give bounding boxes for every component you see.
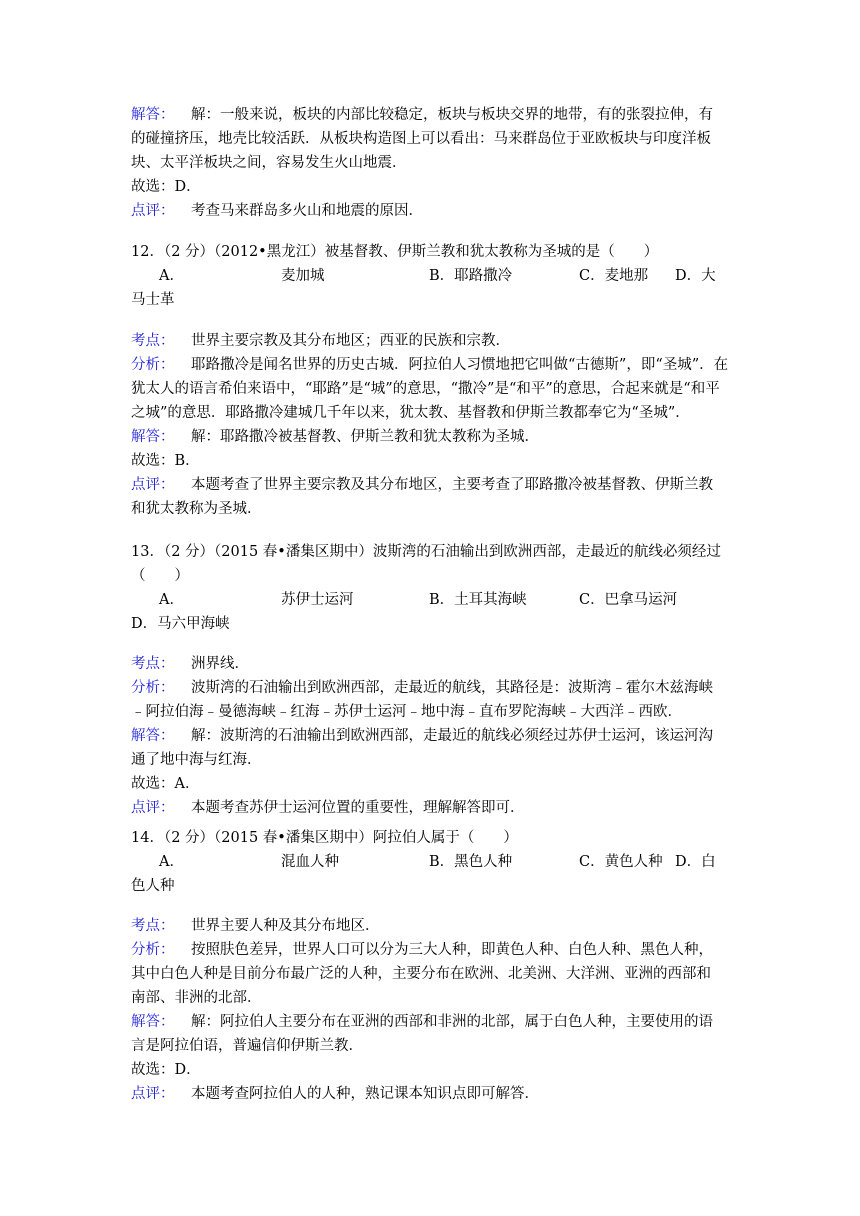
q12-option-d: D．大 (675, 268, 716, 284)
q13-fenxi-line-1 (131, 676, 731, 700)
dianping-label: 点评： (131, 800, 175, 816)
q12-option-c: C．麦地那 (579, 268, 649, 284)
q12-fenxi-text-1: 耶路撒冷是闻名世界的历史古城．阿拉伯人习惯地把它叫做“古德斯”，即“圣城”．在 (191, 357, 729, 373)
q14-kaodian-text: 世界主要人种及其分布地区． (191, 918, 380, 934)
jieda-label: 解答： (131, 429, 175, 445)
q13-stem-2: （ ） (131, 568, 189, 584)
q14-fenxi-text-1: 按照肤色差异，世界人口可以分为三大人种，即黄色人种、白色人种、黑色人种， (191, 942, 713, 958)
q13-option-a: 苏伊士运河 (281, 592, 354, 608)
q14-fenxi-line-3: 南部、非洲的北部． (131, 990, 262, 1006)
q11-jieda-text-1: 解：一般来说，板块的内部比较稳定，板块与板块交界的地带，有的张裂拉伸，有 (191, 107, 713, 123)
jieda-label: 解答： (131, 107, 175, 123)
dianping-label: 点评： (131, 1086, 175, 1102)
q12-option-b: B．耶路撒冷 (429, 268, 513, 284)
q12-fenxi-line-2: 犹太人的语言希伯来语中，“耶路”是“城”的意思，“撒冷”是“和平”的意思，合起来就是“和平 (131, 381, 720, 397)
q11-answer: 故选：D． (131, 179, 201, 195)
q14-dianping-line (131, 1082, 731, 1106)
q13-jieda-text-1: 解：波斯湾的石油输出到欧洲西部，走最近的航线必须经过苏伊士运河，该运河沟 (191, 728, 713, 744)
q13-stem-1: 13．（2 分）（2015 春•潘集区期中）波斯湾的石油输出到欧洲西部，走最近的航线必须经过 (131, 544, 721, 560)
q14-jieda-text-1: 解：阿拉伯人主要分布在亚洲的西部和非洲的北部，属于白色人种，主要使用的语 (191, 1014, 713, 1030)
q13-option-d: D．马六甲海峡 (131, 616, 230, 632)
q13-fenxi-text-1: 波斯湾的石油输出到欧洲西部，走最近的航线，其路径是：波斯湾﹣霍尔木兹海峡 (191, 680, 713, 696)
q14-option-a-letter: A． (159, 854, 184, 870)
q14-dianping-text: 本题考查阿拉伯人的人种，熟记课本知识点即可解答． (191, 1086, 539, 1102)
q14-stem: 14．（2 分）（2015 春•潘集区期中）阿拉伯人属于（ ） (131, 830, 518, 846)
q13-kaodian-text: 洲界线． (191, 656, 249, 672)
q14-options-row (131, 850, 731, 874)
q12-fenxi-line-1 (131, 353, 731, 377)
q14-option-d-cont: 色人种 (131, 878, 175, 894)
q14-option-c: C．黄色人种 (579, 854, 663, 870)
q11-jieda-line-2: 的碰撞挤压，地壳比较活跃．从板块构造图上可以看出：马来群岛位于亚欧板块与印度洋板 (131, 131, 711, 147)
q13-option-b: B．土耳其海峡 (429, 592, 527, 608)
q11-jieda-line-3: 块、太平洋板块之间，容易发生火山地震． (131, 155, 407, 171)
fenxi-label: 分析： (131, 357, 175, 373)
q12-jieda-line (131, 425, 731, 449)
q12-options-row (131, 264, 731, 288)
q12-option-d-cont: 马士革 (131, 292, 175, 308)
q13-fenxi-line-2: ﹣阿拉伯海﹣曼德海峡﹣红海﹣苏伊士运河﹣地中海﹣直布罗陀海峡﹣大西洋﹣西欧． (131, 704, 682, 720)
q12-stem: 12．（2 分）（2012•黑龙江）被基督教、伊斯兰教和犹太教称为圣城的是（ ） (131, 244, 659, 260)
q11-dianping-line (131, 199, 731, 223)
q13-option-a-letter: A． (159, 592, 184, 608)
q13-kaodian-line (131, 652, 731, 676)
q12-answer: 故选：B． (131, 453, 200, 469)
fenxi-label: 分析： (131, 942, 175, 958)
q13-options-row (131, 588, 731, 612)
q13-answer: 故选：A． (131, 776, 200, 792)
q13-jieda-line-2: 通了地中海与红海． (131, 752, 262, 768)
q12-kaodian-text: 世界主要宗教及其分布地区；西亚的民族和宗教． (191, 333, 510, 349)
q12-option-a: 麦加城 (281, 268, 325, 284)
q13-option-c: C．巴拿马运河 (579, 592, 678, 608)
q11-dianping-text: 考查马来群岛多火山和地震的原因． (191, 203, 423, 219)
q12-dianping-line-2: 和犹太教称为圣城． (131, 501, 262, 517)
q14-option-b: B．黑色人种 (429, 854, 513, 870)
q12-dianping-line-1 (131, 473, 731, 497)
fenxi-label: 分析： (131, 680, 175, 696)
kaodian-label: 考点： (131, 918, 175, 934)
q14-fenxi-line-1 (131, 938, 731, 962)
jieda-label: 解答： (131, 1014, 175, 1030)
q14-answer: 故选：D． (131, 1062, 201, 1078)
q12-jieda-text: 解：耶路撒冷被基督教、伊斯兰教和犹太教称为圣城． (191, 429, 539, 445)
q12-fenxi-line-3: 之城”的意思．耶路撒冷建城几千年以来，犹太教、基督教和伊斯兰教都奉它为“圣城”． (131, 405, 690, 421)
q13-dianping-line (131, 796, 731, 820)
q13-jieda-line-1 (131, 724, 731, 748)
q14-jieda-line-2: 言是阿拉伯语，普遍信仰伊斯兰教． (131, 1038, 363, 1054)
q14-kaodian-line (131, 914, 731, 938)
q12-kaodian-line (131, 329, 731, 353)
q13-dianping-text: 本题考查苏伊士运河位置的重要性，理解解答即可． (191, 800, 525, 816)
q14-option-a: 混血人种 (281, 854, 339, 870)
dianping-label: 点评： (131, 477, 175, 493)
kaodian-label: 考点： (131, 333, 175, 349)
q11-jieda-line-1 (131, 103, 731, 127)
q12-dianping-text-1: 本题考查了世界主要宗教及其分布地区，主要考查了耶路撒冷被基督教、伊斯兰教 (191, 477, 713, 493)
kaodian-label: 考点： (131, 656, 175, 672)
jieda-label: 解答： (131, 728, 175, 744)
q12-option-a-letter: A． (159, 268, 184, 284)
q14-option-d: D．白 (675, 854, 716, 870)
dianping-label: 点评： (131, 203, 175, 219)
q14-fenxi-line-2: 其中白色人种是目前分布最广泛的人种，主要分布在欧洲、北美洲、大洋洲、亚洲的西部和 (131, 966, 711, 982)
q14-jieda-line-1 (131, 1010, 731, 1034)
